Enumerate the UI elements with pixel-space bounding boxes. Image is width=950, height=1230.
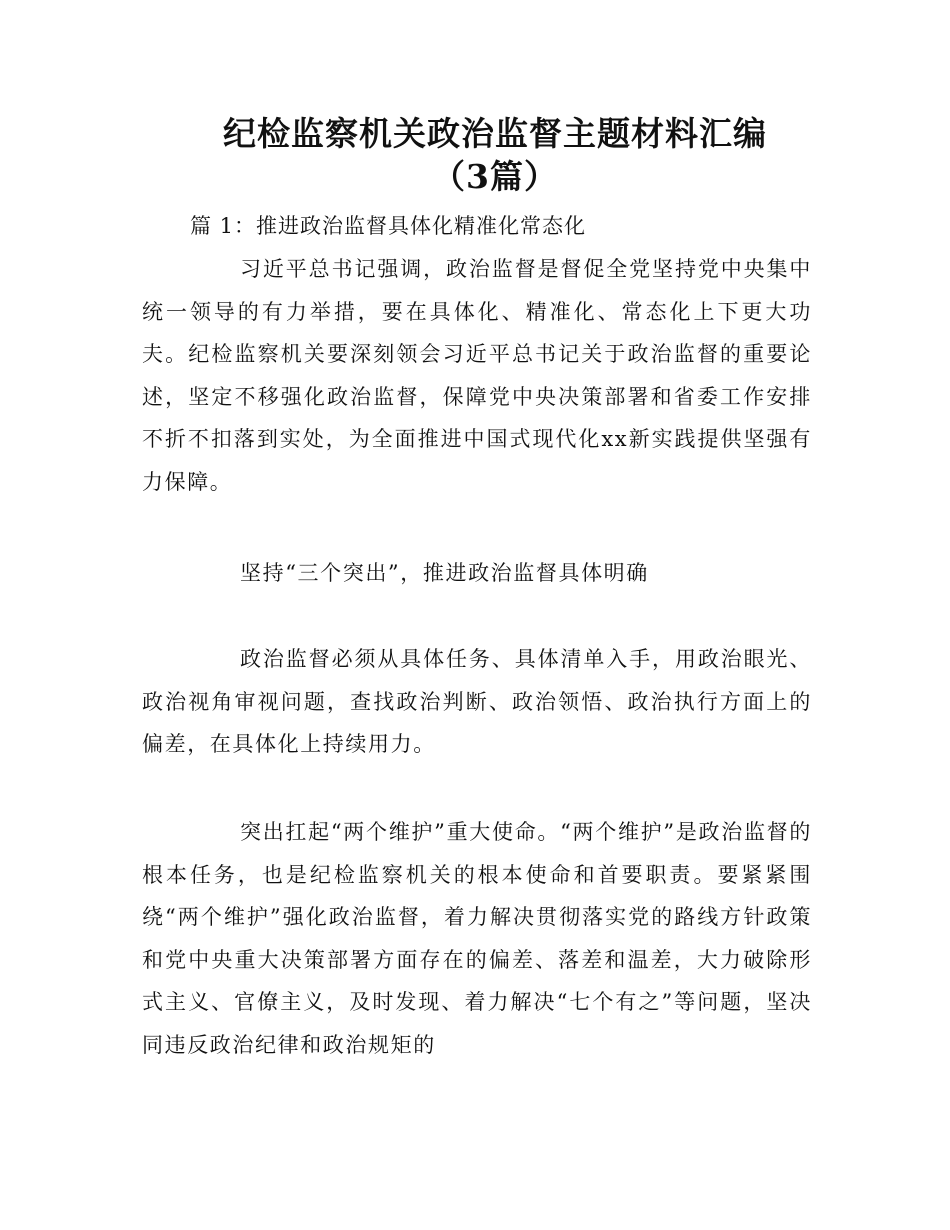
body-paragraph: 政治监督必须从具体任务、具体清单入手，用政治眼光、政治视角审视问题，查找政治判断、政治领悟、政治执行方面上的偏差，在具体化上持续用力。 bbox=[142, 647, 812, 756]
document-title: 纪检监察机关政治监督主题材料汇编 bbox=[223, 114, 767, 153]
document-title-count: （3篇） bbox=[432, 157, 558, 196]
body-paragraph: 突出扛起“两个维护”重大使命。“两个维护”是政治监督的根本任务，也是纪检监察机关的根本使命和首要职责。要紧紧围绕“两个维护”强化政治监督，着力解决贯彻落实党的路线方针政策和党中央重大决策部署方面存在的偏差、落差和温差，大力破除形式主义、官僚主义，及时发现、着力解决“七个有之”等问题，坚决同违反政治纪律和政治规矩的 bbox=[142, 820, 812, 1057]
body-paragraph: 习近平总书记强调，政治监督是督促全党坚持党中央集中统一领导的有力举措，要在具体化、精准化、常态化上下更大功夫。纪检监察机关要深刻领会习近平总书记关于政治监督的重要论述，坚定不移强化政治监督，保障党中央决策部署和省委工作安排不折不扣落到实处，为全面推进中国式现代化xx新实践提供坚强有力保障。 bbox=[142, 257, 812, 494]
section-heading: 坚持“三个突出”，推进政治监督具体明确 bbox=[240, 561, 649, 585]
article-subheading: 篇 1：推进政治监督具体化精准化常态化 bbox=[190, 214, 587, 238]
